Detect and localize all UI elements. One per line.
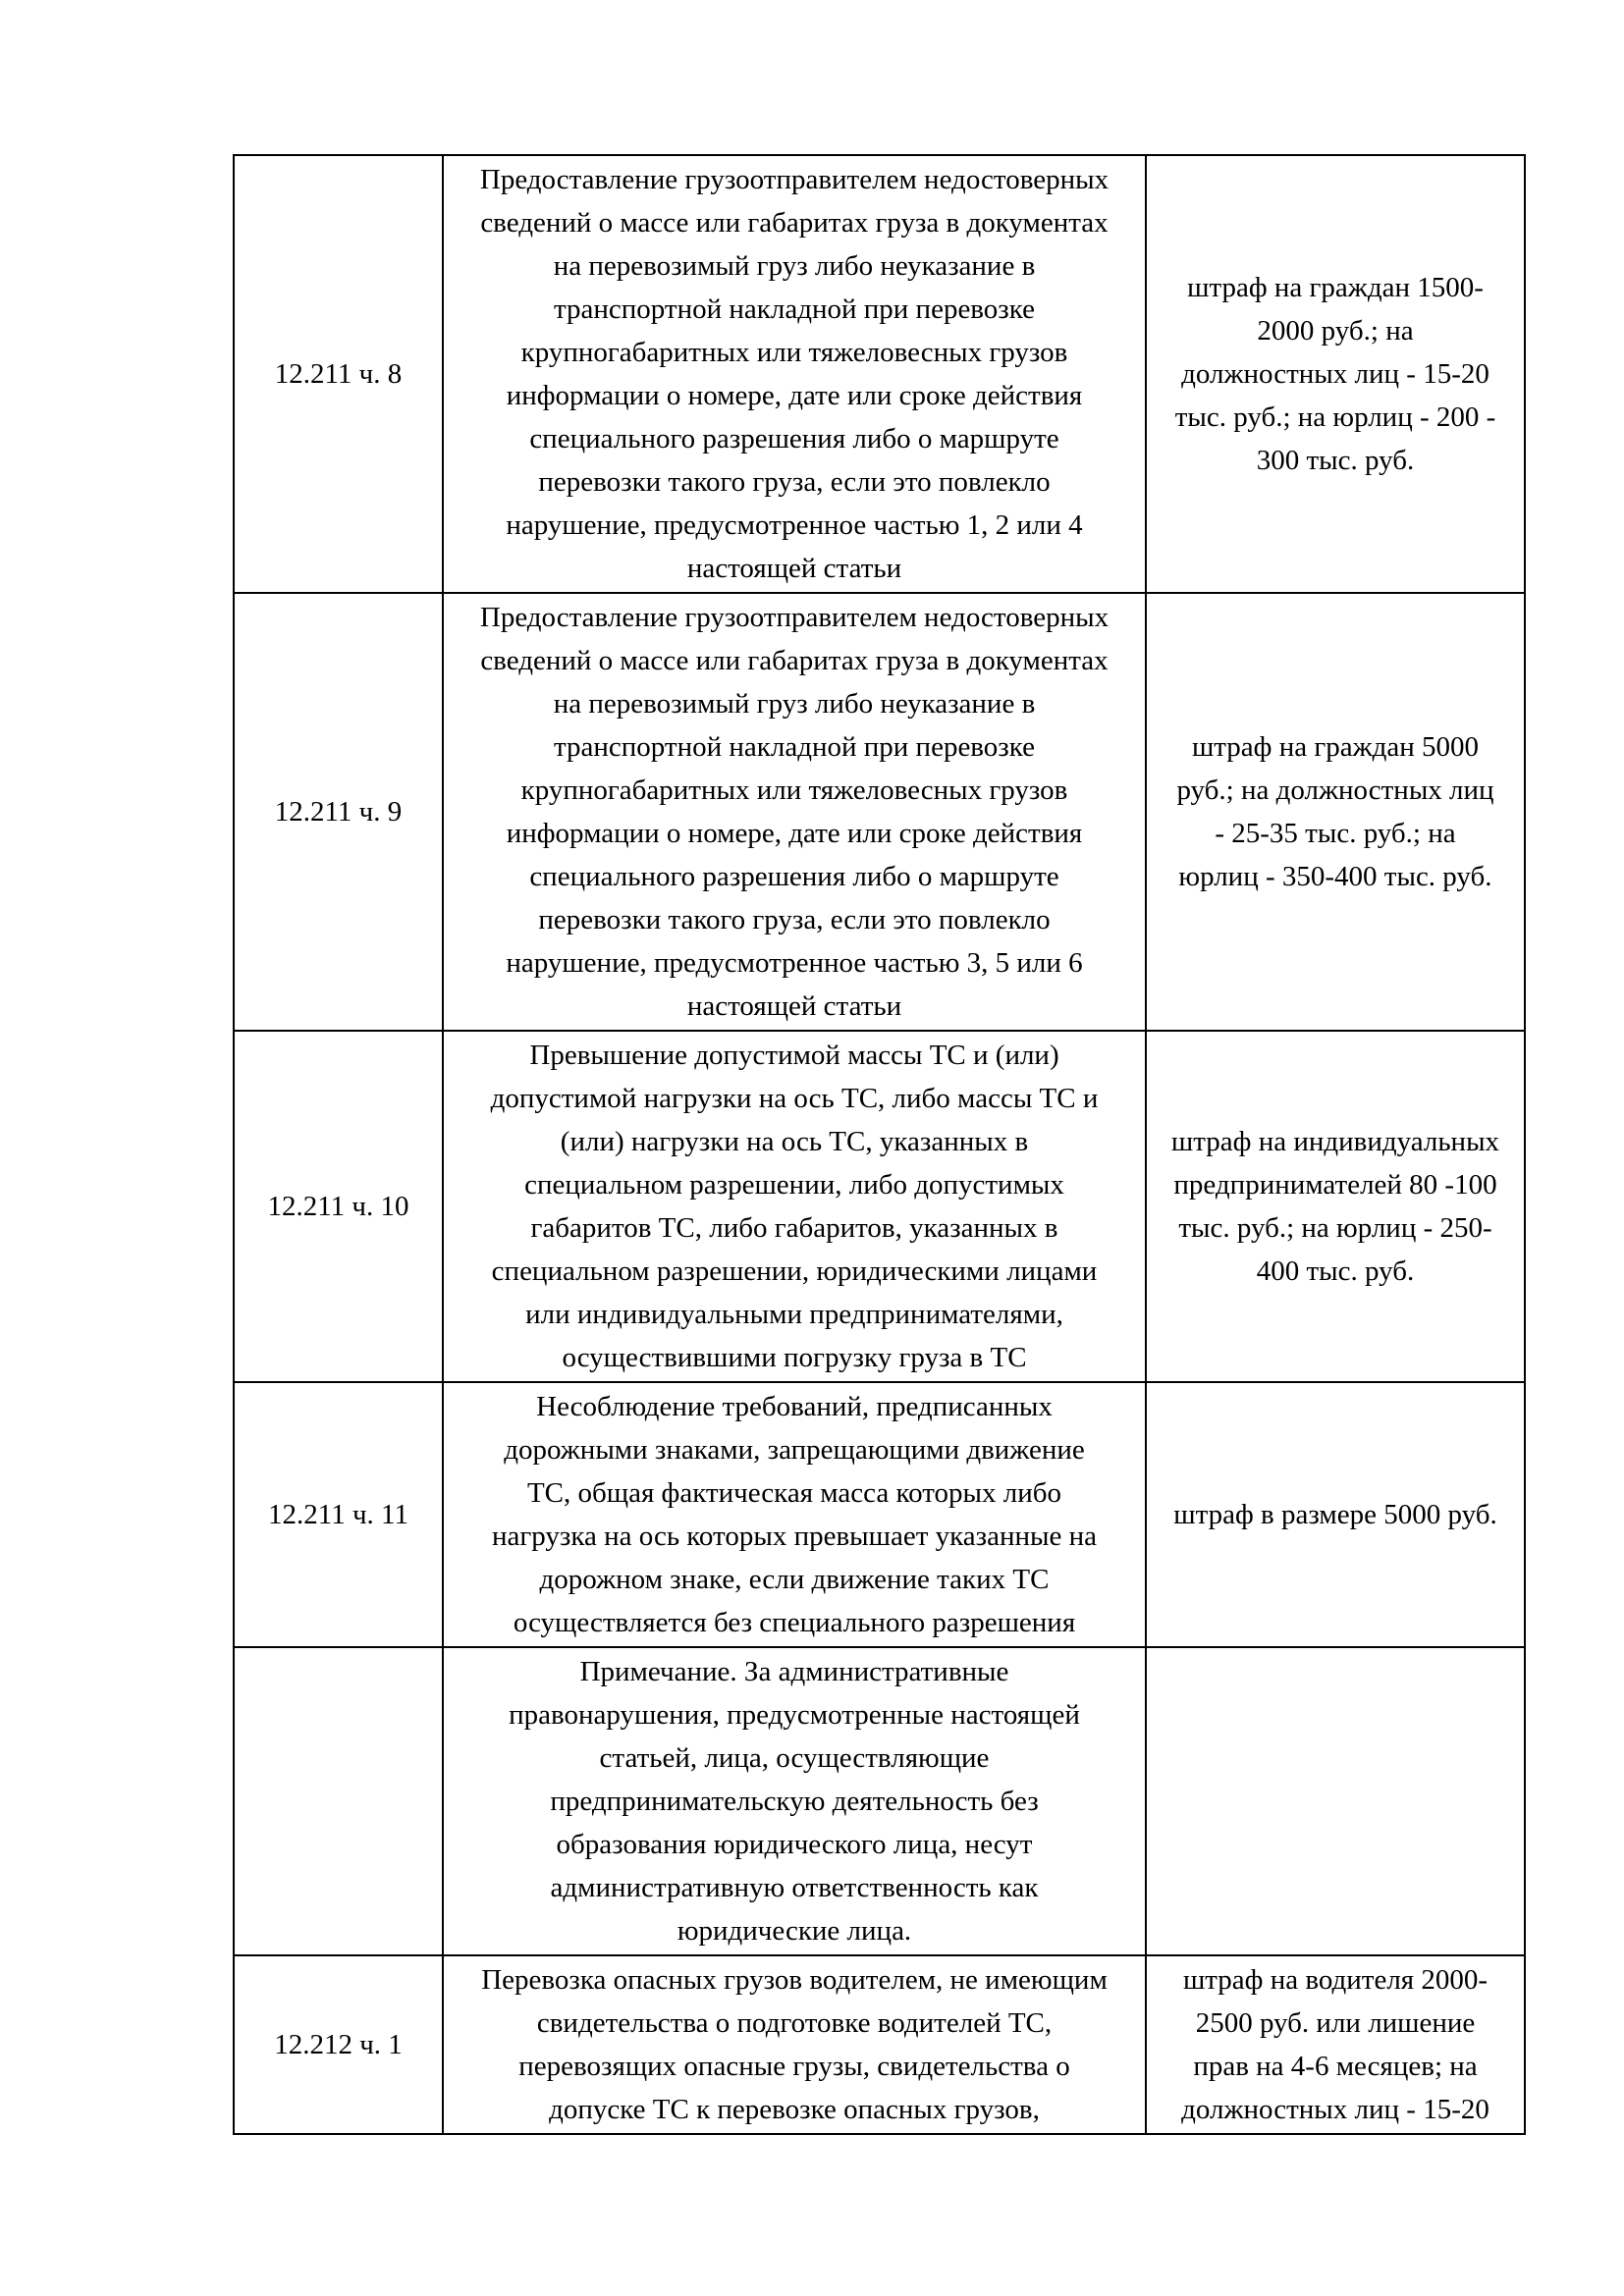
table-row xyxy=(234,155,1525,593)
article-cell: 12.211 ч. 8 xyxy=(234,155,443,593)
description-cell: Превышение допустимой массы ТС и (или) допустимой нагрузки на ось ТС, либо массы ТС и (или) нагрузки на ось ТС, указанных в специальном разрешении, либо допустимых габаритов ТС, либо габаритов, указанных в специальном разрешении, юридическими лицами или индивидуальными предпринимателями, осуществившими погрузку груза в ТС xyxy=(443,1031,1146,1382)
article-cell: 12.211 ч. 11 xyxy=(234,1382,443,1647)
fines-table xyxy=(233,154,1526,2135)
description-cell: Предоставление грузоотправителем недостоверных сведений о массе или габаритах груза в документах на перевозимый груз либо неуказание в транспортной накладной при перевозке крупногабаритных или тяжеловесных грузов информации о номере, дате или сроке действия специального разрешения либо о маршруте перевозки такого груза, если это повлекло нарушение, предусмотренное частью 1, 2 или 4 настоящей статьи xyxy=(443,155,1146,593)
article-cell: 12.212 ч. 1 xyxy=(234,1955,443,2134)
penalty-cell: штраф на граждан 1500- 2000 руб.; на должностных лиц - 15-20 тыс. руб.; на юрлиц - 200 - 300 тыс. руб. xyxy=(1146,155,1525,593)
table-row xyxy=(234,1031,1525,1382)
article-cell: 12.211 ч. 9 xyxy=(234,593,443,1031)
table-row xyxy=(234,1955,1525,2134)
description-cell: Несоблюдение требований, предписанных дорожными знаками, запрещающими движение ТС, общая фактическая масса которых либо нагрузка на ось которых превышает указанные на дорожном знаке, если движение таких ТС осуществляется без специального разрешения xyxy=(443,1382,1146,1647)
table-row xyxy=(234,1647,1525,1955)
description-cell: Перевозка опасных грузов водителем, не имеющим свидетельства о подготовке водителей ТС, перевозящих опасные грузы, свидетельства о допуске ТС к перевозке опасных грузов, xyxy=(443,1955,1146,2134)
table-row xyxy=(234,1382,1525,1647)
table-row xyxy=(234,593,1525,1031)
note-cell: Примечание. За административные правонарушения, предусмотренные настоящей статьей, лица, осуществляющие предпринимательскую деятельность без образования юридического лица, несут административную ответственность как юридические лица. xyxy=(443,1647,1146,1955)
penalty-cell: штраф на индивидуальных предпринимателей 80 -100 тыс. руб.; на юрлиц - 250- 400 тыс. руб. xyxy=(1146,1031,1525,1382)
penalty-cell: штраф на водителя 2000- 2500 руб. или лишение прав на 4-6 месяцев; на должностных лиц - 15-20 xyxy=(1146,1955,1525,2134)
penalty-cell: штраф в размере 5000 руб. xyxy=(1146,1382,1525,1647)
article-cell: 12.211 ч. 10 xyxy=(234,1031,443,1382)
penalty-cell xyxy=(1146,1647,1525,1955)
description-cell: Предоставление грузоотправителем недостоверных сведений о массе или габаритах груза в документах на перевозимый груз либо неуказание в транспортной накладной при перевозке крупногабаритных или тяжеловесных грузов информации о номере, дате или сроке действия специального разрешения либо о маршруте перевозки такого груза, если это повлекло нарушение, предусмотренное частью 3, 5 или 6 настоящей статьи xyxy=(443,593,1146,1031)
penalty-cell: штраф на граждан 5000 руб.; на должностных лиц - 25-35 тыс. руб.; на юрлиц - 350-400 тыс. руб. xyxy=(1146,593,1525,1031)
article-cell xyxy=(234,1647,443,1955)
